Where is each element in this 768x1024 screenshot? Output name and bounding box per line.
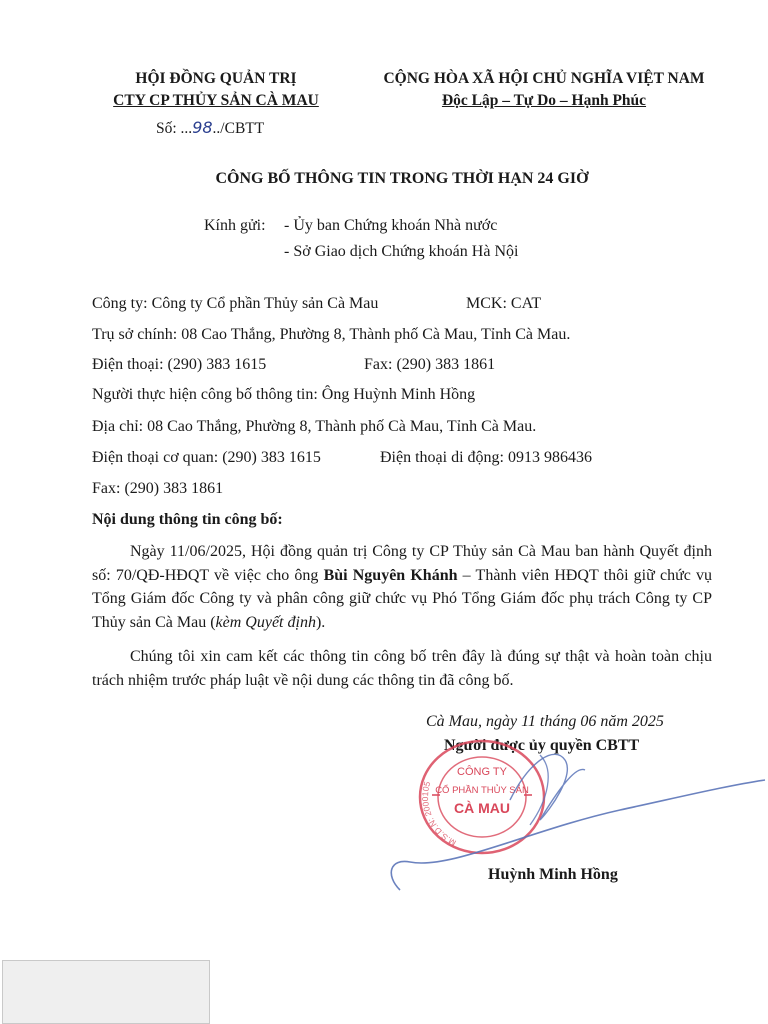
office-phone: Điện thoại cơ quan: (290) 383 1615 — [92, 449, 321, 466]
attachment-note: kèm Quyết định — [215, 613, 316, 631]
head-office: Trụ sở chính: 08 Cao Thắng, Phường 8, Thành phố Cà Mau, Tỉnh Cà Mau. — [92, 326, 571, 343]
company-name: Công ty: Công ty Cổ phần Thủy sản Cà Mau — [92, 295, 379, 312]
content-paragraph-1 — [92, 540, 712, 634]
seal-line-3: CÀ MAU — [454, 800, 510, 816]
paragraph-1-text-c: ). — [315, 613, 326, 631]
national-motto: Độc Lập – Tự Do – Hạnh Phúc — [441, 92, 647, 109]
content-heading: Nội dung thông tin công bố: — [92, 511, 283, 528]
seal-line-1: CÔNG TY — [457, 766, 507, 778]
mobile-phone: Điện thoại di động: 0913 986436 — [380, 449, 592, 466]
issuer-company: CTY CP THỦY SẢN CÀ MAU — [113, 92, 319, 109]
fax-number-2: Fax: (290) 383 1861 — [92, 480, 224, 497]
document-title: CÔNG BỐ THÔNG TIN TRONG THỜI HẠN 24 GIỜ — [215, 170, 589, 187]
ticker-code: MCK: CAT — [466, 295, 542, 312]
issuer-name: HỘI ĐỒNG QUẢN TRỊ — [135, 70, 297, 87]
document-number — [156, 118, 264, 138]
place-date: Cà Mau, ngày 11 tháng 06 năm 2025 — [426, 713, 664, 730]
paragraph-1-text-a: Ngày 11/06/2025, Hội đồng quản trị Công ty CP Thủy sản Cà Mau ban hành Quyết định số: 70/QĐ-HĐQT về việc cho ông — [92, 543, 712, 584]
document-number-suffix: ../CBTT — [212, 120, 265, 137]
recipients-label: Kính gửi: — [204, 217, 266, 234]
signer-name: Huỳnh Minh Hồng — [488, 866, 618, 883]
discloser-name: Người thực hiện công bố thông tin: Ông Huỳnh Minh Hồng — [92, 386, 476, 403]
recipient-1: - Ủy ban Chứng khoán Nhà nước — [284, 217, 498, 234]
signer-role: Người được ủy quyền CBTT — [444, 737, 640, 754]
national-title: CỘNG HÒA XÃ HỘI CHỦ NGHĨA VIỆT NAM — [383, 70, 705, 87]
discloser-address: Địa chỉ: 08 Cao Thắng, Phường 8, Thành phố Cà Mau, Tỉnh Cà Mau. — [92, 418, 537, 435]
document-number-handwritten: 98 — [192, 118, 213, 137]
recipient-2: - Sở Giao dịch Chứng khoán Hà Nội — [284, 243, 519, 260]
seal-ring-text: M.S.D.N: 2000105 — [419, 780, 458, 849]
content-paragraph-2 — [92, 645, 712, 692]
handwritten-signature — [380, 740, 768, 920]
phone-number: Điện thoại: (290) 383 1615 — [92, 356, 267, 373]
paragraph-2-text: Chúng tôi xin cam kết các thông tin công bố trên đây là đúng sự thật và hoàn toàn chịu trách nhiệm trước pháp luật về nội dung các thông tin đã công bố. — [92, 648, 712, 689]
person-name: Bùi Nguyên Khánh — [323, 566, 458, 584]
seal-line-2: CỔ PHẦN THỦY SẢN — [435, 785, 529, 796]
fax-number: Fax: (290) 383 1861 — [364, 356, 496, 373]
paragraph-1-text-b: – Thành viên HĐQT thôi giữ chức vụ Tổng Giám đốc Công ty và phân công giữ chức vụ Phó Tổng Giám đốc phụ trách Công ty CP Thủy sản Cà Mau ( — [92, 566, 713, 631]
document-number-prefix: Số: ... — [156, 120, 193, 137]
blank-stamp-box — [2, 960, 210, 1024]
